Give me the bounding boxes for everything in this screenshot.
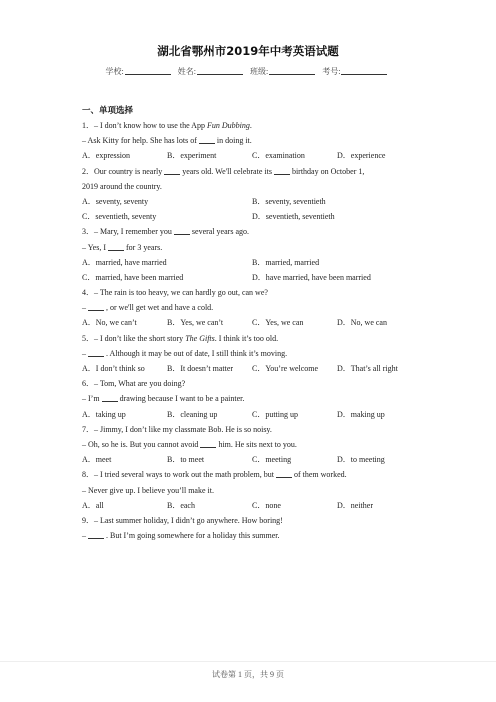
q1-line2-a: – Ask Kitty for help. She has lots of [82, 136, 197, 146]
option-d[interactable]: D．making up [337, 409, 385, 419]
question-8-options [82, 498, 422, 513]
q1-line2-b: in doing it. [216, 136, 252, 146]
question-5-stem [82, 331, 422, 346]
answer-blank [274, 165, 290, 175]
class-blank[interactable] [269, 66, 315, 75]
q9-line2-b: . But I’m going somewhere for a holiday this summer. [106, 531, 280, 541]
question-2-options-row2 [82, 209, 422, 224]
q2-text-b: years old. We'll celebrate its [182, 166, 272, 176]
option-a[interactable]: A．meet [82, 455, 112, 465]
question-9-stem: 9．– Last summer holiday, I didn’t go anywhere. How boring! [82, 515, 283, 525]
question-9-line2 [82, 528, 422, 543]
page-number: 试卷第 1 页，共 9 页 [212, 670, 284, 679]
question-6-stem: 6．– Tom, What are you doing? [82, 379, 186, 389]
option-b[interactable]: B．each [167, 500, 195, 510]
question-8-stem [82, 467, 422, 482]
option-b[interactable]: B．seventy, seventieth [252, 196, 326, 206]
option-a[interactable]: A．seventy, seventy [82, 196, 149, 206]
section-heading: 一、单项选择 [82, 106, 134, 116]
option-a[interactable]: A．married, have married [82, 257, 167, 267]
option-a[interactable]: A．all [82, 500, 104, 510]
footer-divider [0, 661, 496, 662]
option-c[interactable]: C．examination [252, 151, 305, 161]
question-list [82, 118, 422, 543]
option-d[interactable]: D．experience [337, 151, 386, 161]
class-label: 班级: [250, 67, 269, 76]
question-6-line2 [82, 391, 422, 406]
option-a[interactable]: A．expression [82, 151, 130, 161]
option-b[interactable]: B．to meet [167, 455, 205, 465]
answer-blank [276, 468, 292, 478]
question-8-line2: – Never give up. I believe you’ll make it. [82, 485, 214, 495]
answer-blank [88, 301, 104, 311]
q7-line2-b: him. He sits next to you. [218, 439, 297, 449]
q8-text-b: of them worked. [293, 470, 347, 480]
option-a[interactable]: A．taking up [82, 409, 126, 419]
answer-blank [108, 241, 124, 251]
answer-blank [199, 134, 215, 144]
question-3-options-row1 [82, 255, 422, 270]
q3-text-a: 3．– Mary, I remember you [82, 227, 172, 237]
q7-line2-a: – Oh, so he is. But you cannot avoid [82, 439, 199, 449]
q6-line2-a: – I’m [82, 394, 100, 404]
q4-line2-b: , or we'll get wet and have a cold. [106, 303, 214, 313]
option-d[interactable]: D．No, we can [337, 318, 387, 328]
option-c[interactable]: C．putting up [252, 409, 299, 419]
name-label: 姓名: [177, 67, 196, 76]
answer-blank [164, 165, 180, 175]
student-info-bar [0, 66, 496, 77]
q9-line2-a: – [82, 531, 86, 541]
question-7-stem: 7．– Jimmy, I don’t like my classmate Bob. He is so noisy. [82, 424, 272, 434]
q5-story-title: The Gifts [185, 333, 215, 343]
question-1-stem [82, 118, 422, 133]
number-blank[interactable] [341, 66, 387, 75]
option-b[interactable]: B．married, married [252, 257, 320, 267]
q5-line2-a: – [82, 348, 86, 358]
option-a[interactable]: A．No, we can’t [82, 318, 137, 328]
question-4-options [82, 315, 422, 330]
question-3-options-row2 [82, 270, 422, 285]
q5-line2-b: . Although it may be out of date, I still think it’s moving. [106, 348, 288, 358]
option-b[interactable]: B．Yes, we can’t [167, 318, 224, 328]
option-d[interactable]: D．to meeting [337, 455, 385, 465]
question-4-stem: 4．– The rain is too heavy, we can hardly go out, can we? [82, 288, 268, 298]
question-3-stem [82, 224, 422, 239]
q1-text-b: . [249, 121, 252, 130]
question-2-line2: 2019 around the country. [82, 181, 162, 191]
option-d[interactable]: D．seventieth, seventieth [252, 212, 335, 222]
option-d[interactable]: D．neither [337, 500, 373, 510]
option-b[interactable]: B．It doesn’t matter [167, 364, 234, 373]
q5-text-b: . I think it’s too old. [214, 333, 279, 343]
question-5-options [82, 361, 422, 376]
option-d[interactable]: D．have married, have been married [252, 272, 371, 282]
answer-blank [200, 438, 216, 448]
option-b[interactable]: B．cleaning up [167, 409, 218, 419]
question-6-options [82, 407, 422, 422]
q2-text-a: 2．Our country is nearly [82, 166, 163, 176]
q1-app-name: Fun Dubbing [206, 121, 250, 130]
q8-text-a: 8．– I tried several ways to work out the math problem, but [82, 470, 274, 480]
question-1-line2 [82, 133, 422, 148]
name-blank[interactable] [197, 66, 243, 75]
q4-line2-a: – [82, 303, 86, 313]
question-2-stem [82, 164, 422, 179]
q1-text-a: 1．– I don’t know how to use the App [82, 121, 207, 130]
school-blank[interactable] [125, 66, 171, 75]
option-a[interactable]: A．I don’t think so [82, 364, 145, 373]
q3-line2-a: – Yes, I [82, 242, 107, 252]
school-label: 学校: [105, 67, 124, 76]
question-3-line2 [82, 240, 422, 255]
option-d[interactable]: D．That’s all right [337, 364, 398, 373]
answer-blank [88, 529, 104, 539]
q3-line2-b: for 3 years. [126, 242, 163, 252]
option-c[interactable]: C．meeting [252, 455, 292, 465]
answer-blank [88, 347, 104, 357]
question-1-options [82, 148, 422, 163]
question-7-line2 [82, 437, 422, 452]
page-title: 湖北省鄂州市2019年中考英语试题 [157, 44, 339, 58]
number-label: 考号: [322, 67, 341, 76]
option-b[interactable]: B．experiment [167, 151, 217, 161]
page-footer [0, 669, 496, 680]
question-5-line2 [82, 346, 422, 361]
answer-blank [102, 392, 118, 402]
option-c[interactable]: C．married, have been married [82, 272, 184, 282]
option-c[interactable]: C．none [252, 500, 281, 510]
question-2-options-row1 [82, 194, 422, 209]
q2-text-c: birthday on October 1, [291, 166, 365, 176]
option-c[interactable]: C．You’re welcome [252, 364, 319, 373]
question-7-options [82, 452, 422, 467]
option-c[interactable]: C．Yes, we can [252, 318, 304, 328]
q3-text-b: several years ago. [191, 227, 249, 237]
answer-blank [174, 225, 190, 235]
option-c[interactable]: C．seventieth, seventy [82, 212, 157, 222]
q6-line2-b: drawing because I want to be a painter. [119, 394, 245, 404]
question-4-line2 [82, 300, 422, 315]
q5-text-a: 5．– I don’t like the short story [82, 333, 186, 343]
